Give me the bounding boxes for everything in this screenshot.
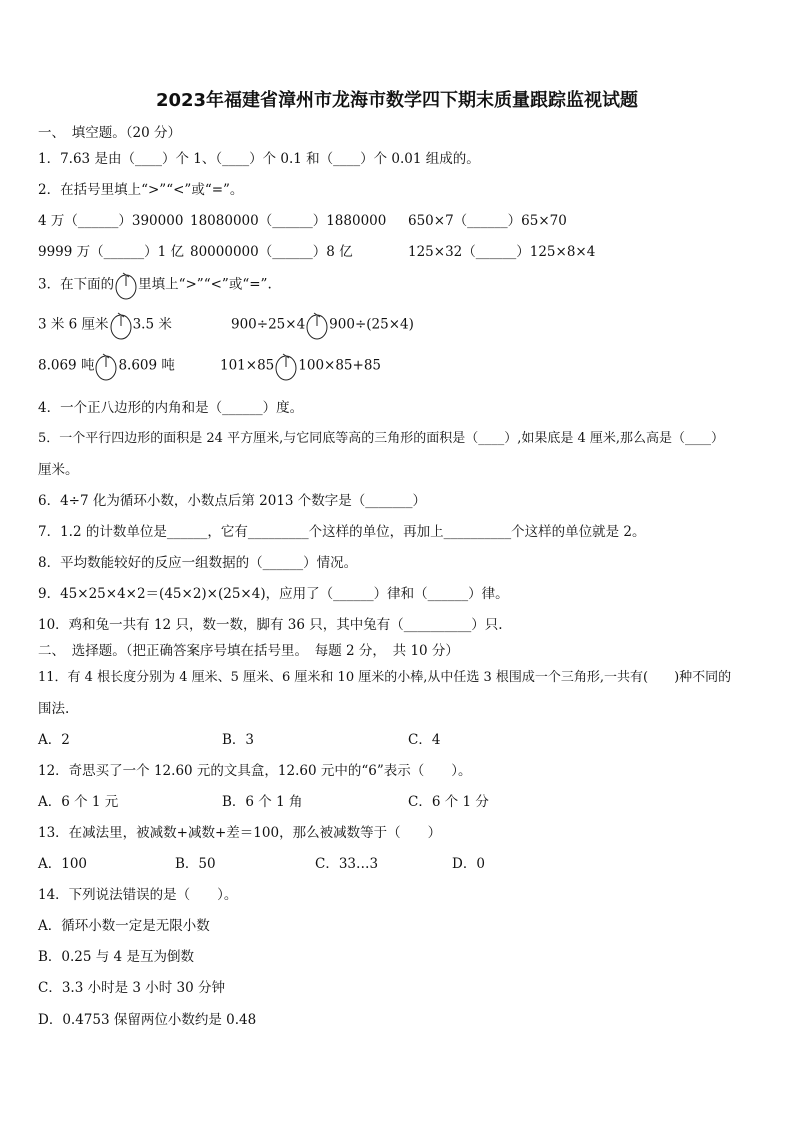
compare-left: 3 米 6 厘米 (38, 316, 109, 333)
answer-oval-icon (95, 351, 117, 381)
option-a: A．100 (38, 856, 88, 872)
compare-left: 900÷25×4 (231, 316, 306, 333)
answer-oval-icon (306, 310, 328, 340)
compare-left: 8.069 吨 (38, 357, 95, 374)
option-b: B．50 (175, 856, 216, 872)
answer-oval-icon (275, 351, 297, 381)
question-4: 4．一个正八边形的内角和是（______）度。 (38, 400, 304, 416)
compare-right: 8.609 吨 (118, 357, 175, 374)
answer-oval-icon (115, 270, 137, 300)
compare-item: 80000000（______）8 亿 (190, 244, 353, 260)
option-d: D．0 (452, 856, 485, 872)
section-2-header: 二、 选择题。（把正确答案序号填在括号里。 每题 2 分， 共 10 分） (38, 643, 459, 659)
question-11-line-1: 11．有 4 根长度分别为 4 厘米、5 厘米、6 厘米和 10 厘米的小棒,从中任选 3 根围成一个三角形,一共有( )种不同的 (38, 670, 732, 685)
compare-right: 100×85+85 (298, 357, 382, 374)
question-3-row-2 (38, 351, 381, 381)
compare-item: 4 万（______）390000 (38, 213, 184, 229)
option-a: A．2 (38, 732, 70, 748)
question-13-options (38, 852, 485, 872)
question-5-line-1: 5．一个平行四边形的面积是 24 平方厘米,与它同底等高的三角形的面积是（____）,如果底是 4 厘米,那么高是（____） (38, 431, 725, 446)
option-b: B．3 (222, 732, 255, 748)
option-b: B．6 个 1 角 (222, 794, 303, 810)
question-11-line-2: 围法. (38, 701, 70, 717)
question-11-options (38, 728, 440, 748)
question-3-stem-end: 里填上“>”“<”或“=”. (138, 276, 272, 293)
compare-item: 125×32（______）125×8×4 (408, 244, 596, 260)
question-2-row-2 (38, 240, 595, 260)
question-5-line-2: 厘米。 (38, 462, 79, 478)
question-3-stem (38, 270, 272, 300)
section-1-header: 一、 填空题。（20 分） (38, 125, 181, 141)
question-12-options (38, 790, 489, 810)
question-3-stem-start: 3．在下面的 (38, 276, 115, 293)
compare-right: 900÷(25×4) (329, 316, 414, 333)
option-a: A．循环小数一定是无限小数 (38, 918, 210, 934)
question-13: 13．在减法里，被减数+减数+差＝100，那么被减数等于（ ） (38, 825, 442, 841)
question-1: 1．7.63 是由（____）个 1、（____）个 0.1 和（____）个 0.01 组成的。 (38, 151, 480, 167)
page-title: 2023年福建省漳州市龙海市数学四下期末质量跟踪监视试题 (155, 90, 639, 111)
compare-item: 18080000（______）1880000 (190, 213, 387, 229)
question-14: 14．下列说法错误的是（ ）。 (38, 887, 238, 903)
option-c: C．4 (408, 732, 441, 748)
question-2-stem: 2．在括号里填上“>”“<”或“=”。 (38, 182, 244, 198)
question-8: 8．平均数能较好的反应一组数据的（______）情况。 (38, 555, 358, 571)
question-7: 7．1.2 的计数单位是______，它有_________个这样的单位，再加上__________个这样的单位就是 2。 (38, 524, 646, 540)
question-10: 10．鸡和兔一共有 12 只，数一数，脚有 36 只，其中兔有（__________）只. (38, 617, 503, 633)
option-c: C．3.3 小时是 3 小时 30 分钟 (38, 980, 226, 996)
question-2-row-1 (38, 209, 567, 229)
question-12: 12．奇思买了一个 12.60 元的文具盒，12.60 元中的“6”表示（ ）。 (38, 763, 472, 779)
option-d: D．0.4753 保留两位小数约是 0.48 (38, 1012, 257, 1028)
option-b: B．0.25 与 4 是互为倒数 (38, 949, 194, 965)
compare-item: 9999 万（______）1 亿 (38, 244, 185, 260)
question-6: 6．4÷7 化为循环小数，小数点后第 2013 个数字是（_______） (38, 493, 427, 509)
question-9: 9．45×25×4×2＝(45×2)×(25×4)，应用了（______）律和（______）律。 (38, 586, 509, 602)
compare-right: 3.5 米 (132, 316, 172, 333)
compare-item: 650×7（______）65×70 (408, 213, 567, 229)
option-c: C．6 个 1 分 (408, 794, 489, 810)
option-c: C．33…3 (315, 856, 379, 872)
compare-left: 101×85 (220, 357, 275, 374)
question-3-row-1 (38, 310, 414, 340)
answer-oval-icon (110, 310, 132, 340)
option-a: A．6 个 1 元 (38, 794, 119, 810)
